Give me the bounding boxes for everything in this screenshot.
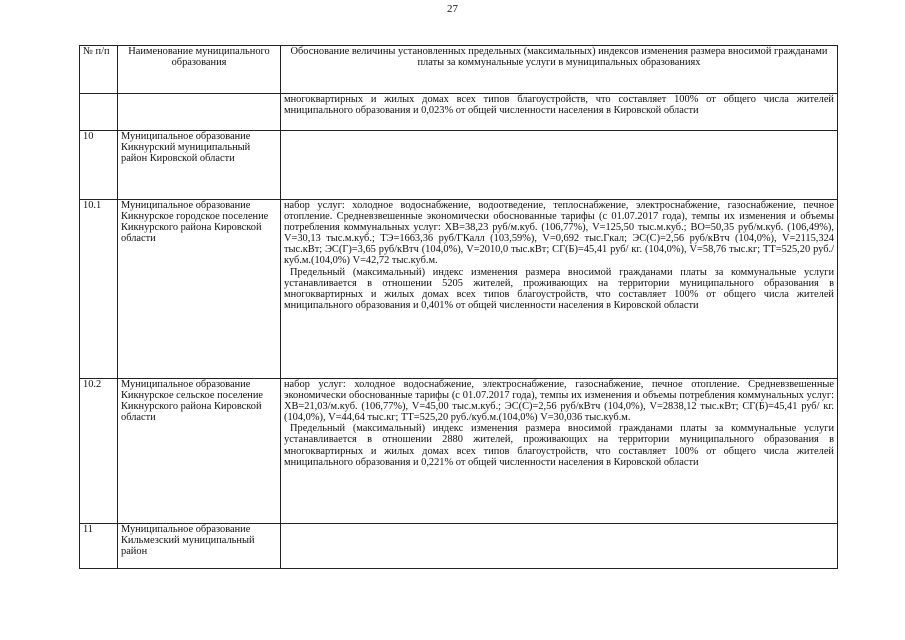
- tariffs-paragraph: набор услуг: холодное водоснабжение, электроснабжение, газоснабжение, печное отопление. Средневзвешенные экономически обоснованные тарифы (с 01.07.2017 года), темпы их изменения и объемы потребления коммунальных услуг: ХВ=21,03/м.куб. (106,77%), V=45,00 тыс.м.куб.; ЭС(С)=2,56 руб/кВтч (104,0%), V=2838,12 тыс.кВт; СГ(Б)=45,41 руб/ кг. (104,0%), V=44,64 тыс.кг; ТТ=525,20 руб./куб.м.(104,0%) V=30,036 тыс.куб.м.: [284, 379, 834, 424]
- header-basis: Обоснование величины установленных предельных (максимальных) индексов изменения размера вносимой гражданами платы за коммунальные услуги в муниципальных образованиях: [281, 46, 838, 94]
- cell-name: [118, 94, 281, 131]
- cell-num: 10.2: [80, 379, 118, 524]
- cell-basis: [281, 379, 838, 524]
- cell-name: Муниципальное образование Кильмезский муниципальный район: [118, 524, 281, 569]
- table-row-10-2: [80, 379, 838, 524]
- header-num: № п/п: [80, 46, 118, 94]
- cell-basis: [281, 200, 838, 379]
- cell-num: 10: [80, 131, 118, 200]
- header-name: Наименование муниципального образования: [118, 46, 281, 94]
- index-paragraph: Предельный (максимальный) индекс изменения размера вносимой гражданами платы за коммунальные услуги устанавливается в отношении 2880 жителей, проживающих на территории муниципального образования в многоквартирных и жилых домах всех типов благоустройств, что составляет 100% от общего числа жителей мниципального образования и 0,221% от общей численности населения в Кировской области: [284, 423, 834, 468]
- cell-num: [80, 94, 118, 131]
- cell-basis: [281, 524, 838, 569]
- cell-name: Муниципальное образование Кикнурское городское поселение Кикнурского района Кировской области: [118, 200, 281, 379]
- tariff-index-table: [79, 45, 838, 569]
- table-row-11: [80, 524, 838, 569]
- table-header-row: [80, 46, 838, 94]
- index-paragraph: Предельный (максимальный) индекс изменения размера вносимой гражданами платы за коммунальные услуги устанавливается в отношении 5205 жителей, проживающих на территории муниципального образования в многоквартирных и жилых домах всех типов благоустройств, что составляет 100% от общего числа жителей мниципального образования и 0,401% от общей численности населения в Кировской области: [284, 266, 834, 311]
- table-row-10: [80, 131, 838, 200]
- cell-basis: [281, 131, 838, 200]
- cell-name: Муниципальное образование Кикнурское сельское поселение Кикнурского района Кировской области: [118, 379, 281, 524]
- cell-num: 11: [80, 524, 118, 569]
- tariffs-paragraph: набор услуг: холодное водоснабжение, водоотведение, теплоснабжение, электроснабжение, газоснабжение, печное отопление. Средневзвешенные экономически обоснованные тарифы (с 01.07.2017 года), темпы их изменения и объемы потребления коммунальных услуг: ХВ=38,23 руб/м.куб. (106,77%), V=125,50 тыс.м.куб.; ВО=50,35 руб/м.куб. (106,49%), V=30,13 тыс.м.куб.; ТЭ=1663,36 руб/ГКалл (103,59%), V=0,692 тыс.Гкал; ЭС(С)=2,56 руб/кВтч (104,0%), V=2115,324 тыс.кВт; ЭС(Г)=3,65 руб/кВтч (104,0%), V=2010,0 тыс.кВт; СГ(Б)=45,41 руб/ кг. (104,0%), V=58,76 тыс.кг; ТТ=525,20 руб./куб.м.(104,0%) V=42,72 тыс.куб.м.: [284, 200, 834, 267]
- table-row-continuation: [80, 94, 838, 131]
- page-number: 27: [447, 3, 458, 15]
- table-row-10-1: [80, 200, 838, 379]
- cell-basis: многоквартирных и жилых домах всех типов благоустройств, что составляет 100% от общего числа жителей мниципального образования и 0,023% от общей численности населения в Кировской области: [281, 94, 838, 131]
- cell-num: 10.1: [80, 200, 118, 379]
- cell-name: Муниципальное образование Кикнурский муниципальный район Кировской области: [118, 131, 281, 200]
